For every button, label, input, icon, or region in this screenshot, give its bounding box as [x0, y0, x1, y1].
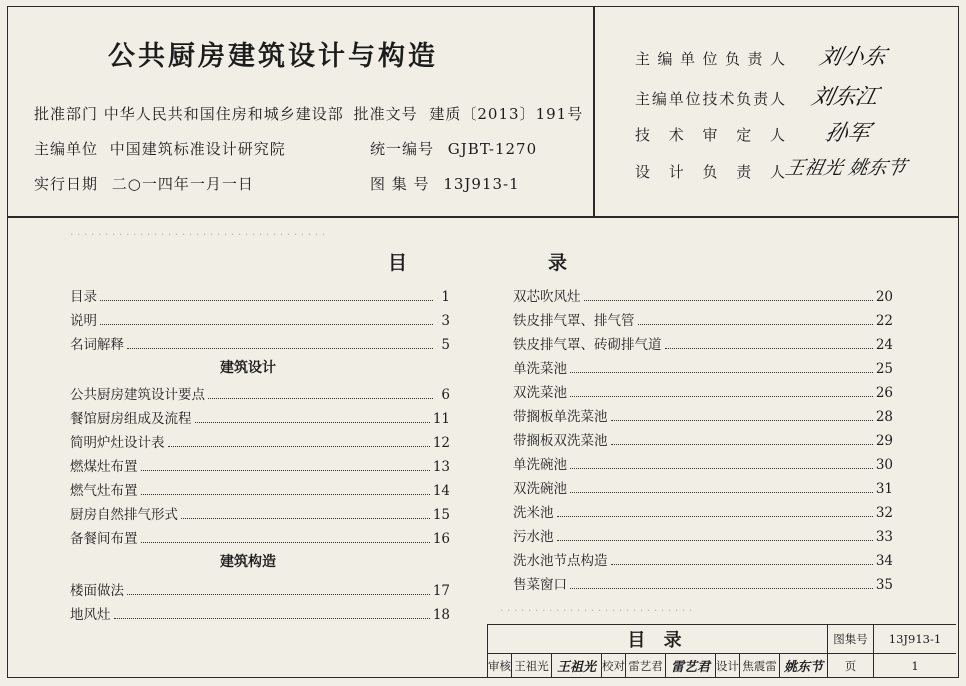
check-label: 校对: [601, 654, 625, 677]
toc-entry[interactable]: 燃煤灶布置 13: [70, 459, 450, 475]
toc-entry[interactable]: 双洗碗池 31: [513, 481, 893, 497]
responsible-row: [635, 48, 785, 69]
signature: 王祖光 姚东节: [783, 157, 909, 179]
title-block-title: 目 录: [487, 625, 827, 653]
toc-heading-right: 录: [548, 252, 568, 274]
effective-date-label: 实行日期: [34, 175, 99, 193]
responsible-label: 设计负责人: [635, 163, 785, 181]
review-label: 审核: [487, 654, 511, 677]
toc-entry[interactable]: 洗水池节点构造 34: [513, 553, 893, 569]
atlas-no-value: 13J913-1: [873, 625, 956, 653]
page-label: 页: [827, 654, 873, 677]
reviewer-name: 王祖光: [511, 654, 551, 677]
signature: 刘东江: [808, 85, 881, 110]
toc-entry[interactable]: 污水池 33: [513, 529, 893, 545]
toc-entry[interactable]: 带搁板双洗菜池 29: [513, 433, 893, 449]
designer-name: 焦震雷: [739, 654, 779, 677]
toc-entry[interactable]: 目录 1: [70, 289, 450, 305]
toc-heading-left: 目: [388, 252, 408, 274]
toc-entry[interactable]: 单洗菜池 25: [513, 361, 893, 377]
designer-signature: 姚东节: [779, 654, 827, 677]
toc-entry[interactable]: 带搁板单洗菜池 28: [513, 409, 893, 425]
responsible-row: [635, 124, 785, 145]
show-through-text: · · · · · · · · · · · · · · · · · · · · · · · · · · · · · · · · · · · · ·: [70, 228, 326, 241]
approval-no: 建质〔2013〕191号: [429, 105, 584, 123]
toc-entry[interactable]: 洗米池 32: [513, 505, 893, 521]
responsible-label: 主编单位技术负责人: [635, 90, 785, 108]
atlas-no-label: 图 集 号: [370, 175, 430, 193]
effective-date: 二○一四年一月一日: [111, 175, 254, 193]
editor-unit-line: [34, 138, 286, 159]
toc-entry[interactable]: 餐馆厨房组成及流程 11: [70, 411, 450, 427]
responsible-row: [635, 161, 785, 182]
approval-dept-label: 批准部门: [34, 105, 99, 123]
toc-entry[interactable]: 铁皮排气罩、排气管 22: [513, 313, 893, 329]
toc-entry[interactable]: 售菜窗口 35: [513, 577, 893, 593]
page-number: 1: [873, 654, 956, 677]
checker-name: 雷艺君: [625, 654, 665, 677]
toc-entry[interactable]: 楼面做法 17: [70, 583, 450, 599]
reviewer-signature: 王祖光: [551, 654, 601, 677]
atlas-no-line: [370, 173, 520, 194]
unified-no: GJBT-1270: [447, 140, 538, 158]
header-divider: [7, 216, 959, 218]
toc-entry[interactable]: 双洗菜池 26: [513, 385, 893, 401]
responsible-label: 主编单位负责人: [635, 50, 785, 68]
title-block: [487, 624, 956, 677]
responsible-row: [635, 88, 785, 109]
toc-entry[interactable]: 铁皮排气罩、砖砌排气道 24: [513, 337, 893, 353]
section-heading: 建筑构造: [220, 554, 276, 570]
responsible-label: 技术审定人: [635, 126, 785, 144]
atlas-no-label: 图集号: [827, 625, 873, 653]
atlas-title: 公共厨房建筑设计与构造: [108, 41, 438, 72]
toc-entry[interactable]: 说明 3: [70, 313, 450, 329]
toc-entry[interactable]: 名词解释 5: [70, 337, 450, 353]
design-label: 设计: [715, 654, 739, 677]
show-through-text: · · · · · · · · · · · · · · · · · · · · · · · · · · · ·: [500, 604, 693, 617]
approval-no-label: 批准文号: [353, 105, 418, 123]
effective-date-line: [34, 173, 254, 194]
toc-entry[interactable]: 地风灶 18: [70, 607, 450, 623]
signature: 刘小东: [816, 45, 889, 70]
header-vertical-divider: [593, 6, 595, 217]
approval-line: [34, 103, 583, 124]
atlas-no: 13J913-1: [443, 175, 520, 193]
editor-unit: 中国建筑标准设计研究院: [109, 140, 286, 158]
signature: 孙军: [822, 121, 873, 146]
toc-entry[interactable]: 备餐间布置 16: [70, 531, 450, 547]
section-heading: 建筑设计: [220, 360, 276, 376]
editor-unit-label: 主编单位: [34, 140, 99, 158]
checker-signature: 雷艺君: [665, 654, 715, 677]
approval-dept: 中华人民共和国住房和城乡建设部: [103, 105, 344, 123]
toc-entry[interactable]: 燃气灶布置 14: [70, 483, 450, 499]
toc-entry[interactable]: 双芯吹风灶 20: [513, 289, 893, 305]
toc-entry[interactable]: 厨房自然排气形式 15: [70, 507, 450, 523]
unified-no-line: [370, 138, 537, 159]
toc-entry[interactable]: 单洗碗池 30: [513, 457, 893, 473]
toc-entry[interactable]: 简明炉灶设计表 12: [70, 435, 450, 451]
toc-entry[interactable]: 公共厨房建筑设计要点 6: [70, 387, 450, 403]
unified-no-label: 统一编号: [370, 140, 435, 158]
